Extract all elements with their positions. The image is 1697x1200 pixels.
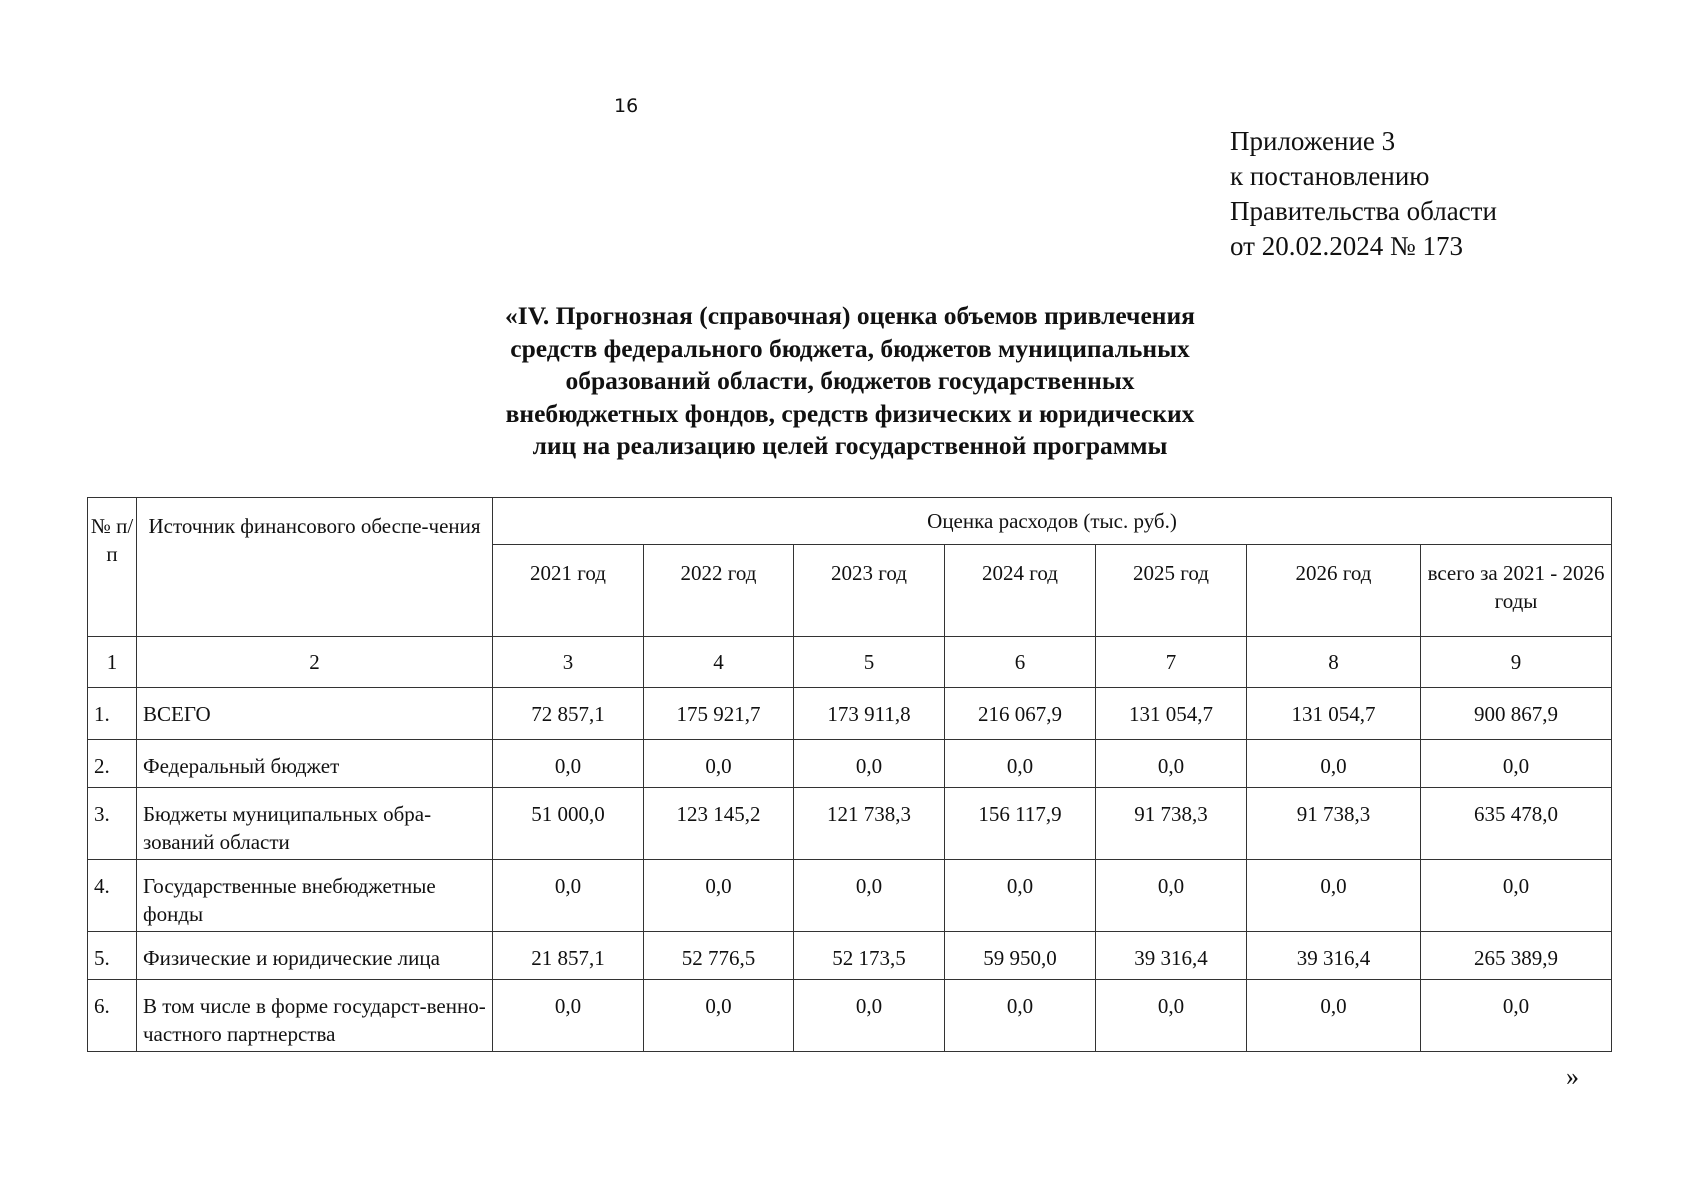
header-total: всего за 2021 - 2026 годы bbox=[1421, 545, 1612, 637]
year-value: 216 067,9 bbox=[945, 688, 1096, 740]
column-index: 1 bbox=[88, 637, 137, 688]
total-value: 635 478,0 bbox=[1421, 788, 1612, 860]
year-value: 121 738,3 bbox=[794, 788, 945, 860]
column-index: 6 bbox=[945, 637, 1096, 688]
header-year: 2025 год bbox=[1096, 545, 1247, 637]
header-source: Источник финансового обеспе-чения bbox=[137, 498, 493, 637]
funding-source: ВСЕГО bbox=[137, 688, 493, 740]
year-value: 0,0 bbox=[644, 860, 794, 932]
total-value: 0,0 bbox=[1421, 740, 1612, 788]
appendix-date-number: от 20.02.2024 № 173 bbox=[1230, 231, 1463, 261]
year-value: 0,0 bbox=[945, 980, 1096, 1052]
row-number: 3. bbox=[88, 788, 137, 860]
year-value: 0,0 bbox=[1096, 740, 1247, 788]
column-index: 7 bbox=[1096, 637, 1247, 688]
year-value: 0,0 bbox=[945, 740, 1096, 788]
section-title bbox=[420, 300, 1280, 463]
appendix-reference bbox=[1230, 124, 1497, 264]
year-value: 52 173,5 bbox=[794, 932, 945, 980]
funding-source: В том числе в форме государст-венно-частного партнерства bbox=[137, 980, 493, 1052]
appendix-line: Правительства области bbox=[1230, 196, 1497, 226]
year-value: 0,0 bbox=[1096, 860, 1247, 932]
table-row bbox=[88, 932, 1612, 980]
table-row bbox=[88, 688, 1612, 740]
year-value: 21 857,1 bbox=[493, 932, 644, 980]
row-number: 4. bbox=[88, 860, 137, 932]
year-value: 91 738,3 bbox=[1096, 788, 1247, 860]
header-expense-estimate: Оценка расходов (тыс. руб.) bbox=[493, 498, 1612, 545]
year-value: 0,0 bbox=[493, 740, 644, 788]
closing-quote: » bbox=[1566, 1062, 1579, 1091]
year-value: 131 054,7 bbox=[1247, 688, 1421, 740]
table-row bbox=[88, 860, 1612, 932]
year-value: 39 316,4 bbox=[1247, 932, 1421, 980]
column-index: 9 bbox=[1421, 637, 1612, 688]
title-line: лиц на реализацию целей государственной программы bbox=[532, 431, 1168, 460]
year-value: 0,0 bbox=[1247, 860, 1421, 932]
total-value: 265 389,9 bbox=[1421, 932, 1612, 980]
year-value: 91 738,3 bbox=[1247, 788, 1421, 860]
total-value: 900 867,9 bbox=[1421, 688, 1612, 740]
title-line: «IV. Прогнозная (справочная) оценка объемов привлечения bbox=[505, 301, 1195, 330]
column-index-row bbox=[88, 637, 1612, 688]
year-value: 39 316,4 bbox=[1096, 932, 1247, 980]
funding-source: Физические и юридические лица bbox=[137, 932, 493, 980]
column-index: 8 bbox=[1247, 637, 1421, 688]
year-value: 0,0 bbox=[794, 860, 945, 932]
year-value: 72 857,1 bbox=[493, 688, 644, 740]
title-line: образований области, бюджетов государственных bbox=[565, 366, 1135, 395]
funding-source: Бюджеты муниципальных обра-зований области bbox=[137, 788, 493, 860]
year-value: 0,0 bbox=[1247, 980, 1421, 1052]
title-line: внебюджетных фондов, средств физических и юридических bbox=[505, 398, 1195, 428]
year-value: 0,0 bbox=[493, 980, 644, 1052]
table-row bbox=[88, 980, 1612, 1052]
year-value: 0,0 bbox=[644, 740, 794, 788]
year-value: 175 921,7 bbox=[644, 688, 794, 740]
year-value: 52 776,5 bbox=[644, 932, 794, 980]
year-value: 156 117,9 bbox=[945, 788, 1096, 860]
appendix-line: к постановлению bbox=[1230, 161, 1430, 191]
column-index: 3 bbox=[493, 637, 644, 688]
year-value: 59 950,0 bbox=[945, 932, 1096, 980]
row-number: 2. bbox=[88, 740, 137, 788]
header-year: 2026 год bbox=[1247, 545, 1421, 637]
column-index: 2 bbox=[137, 637, 493, 688]
total-value: 0,0 bbox=[1421, 860, 1612, 932]
year-value: 0,0 bbox=[644, 980, 794, 1052]
year-value: 123 145,2 bbox=[644, 788, 794, 860]
year-value: 0,0 bbox=[1247, 740, 1421, 788]
year-value: 0,0 bbox=[794, 740, 945, 788]
row-number: 5. bbox=[88, 932, 137, 980]
year-value: 0,0 bbox=[1096, 980, 1247, 1052]
year-value: 173 911,8 bbox=[794, 688, 945, 740]
header-year: 2023 год bbox=[794, 545, 945, 637]
column-index: 5 bbox=[794, 637, 945, 688]
row-number: 6. bbox=[88, 980, 137, 1052]
year-value: 131 054,7 bbox=[1096, 688, 1247, 740]
year-value: 0,0 bbox=[945, 860, 1096, 932]
row-number: 1. bbox=[88, 688, 137, 740]
year-value: 51 000,0 bbox=[493, 788, 644, 860]
header-year: 2021 год bbox=[493, 545, 644, 637]
page-number: 16 bbox=[614, 95, 639, 117]
funding-source: Федеральный бюджет bbox=[137, 740, 493, 788]
appendix-line: Приложение 3 bbox=[1230, 126, 1396, 156]
table-row bbox=[88, 740, 1612, 788]
header-year: 2024 год bbox=[945, 545, 1096, 637]
title-line: средств федерального бюджета, бюджетов муниципальных bbox=[510, 333, 1190, 363]
year-value: 0,0 bbox=[493, 860, 644, 932]
table-row bbox=[88, 788, 1612, 860]
funding-source: Государственные внебюджетные фонды bbox=[137, 860, 493, 932]
header-year: 2022 год bbox=[644, 545, 794, 637]
financing-table bbox=[87, 497, 1612, 1052]
year-value: 0,0 bbox=[794, 980, 945, 1052]
header-num: № п/п bbox=[88, 498, 137, 637]
header-row bbox=[88, 498, 1612, 545]
total-value: 0,0 bbox=[1421, 980, 1612, 1052]
column-index: 4 bbox=[644, 637, 794, 688]
